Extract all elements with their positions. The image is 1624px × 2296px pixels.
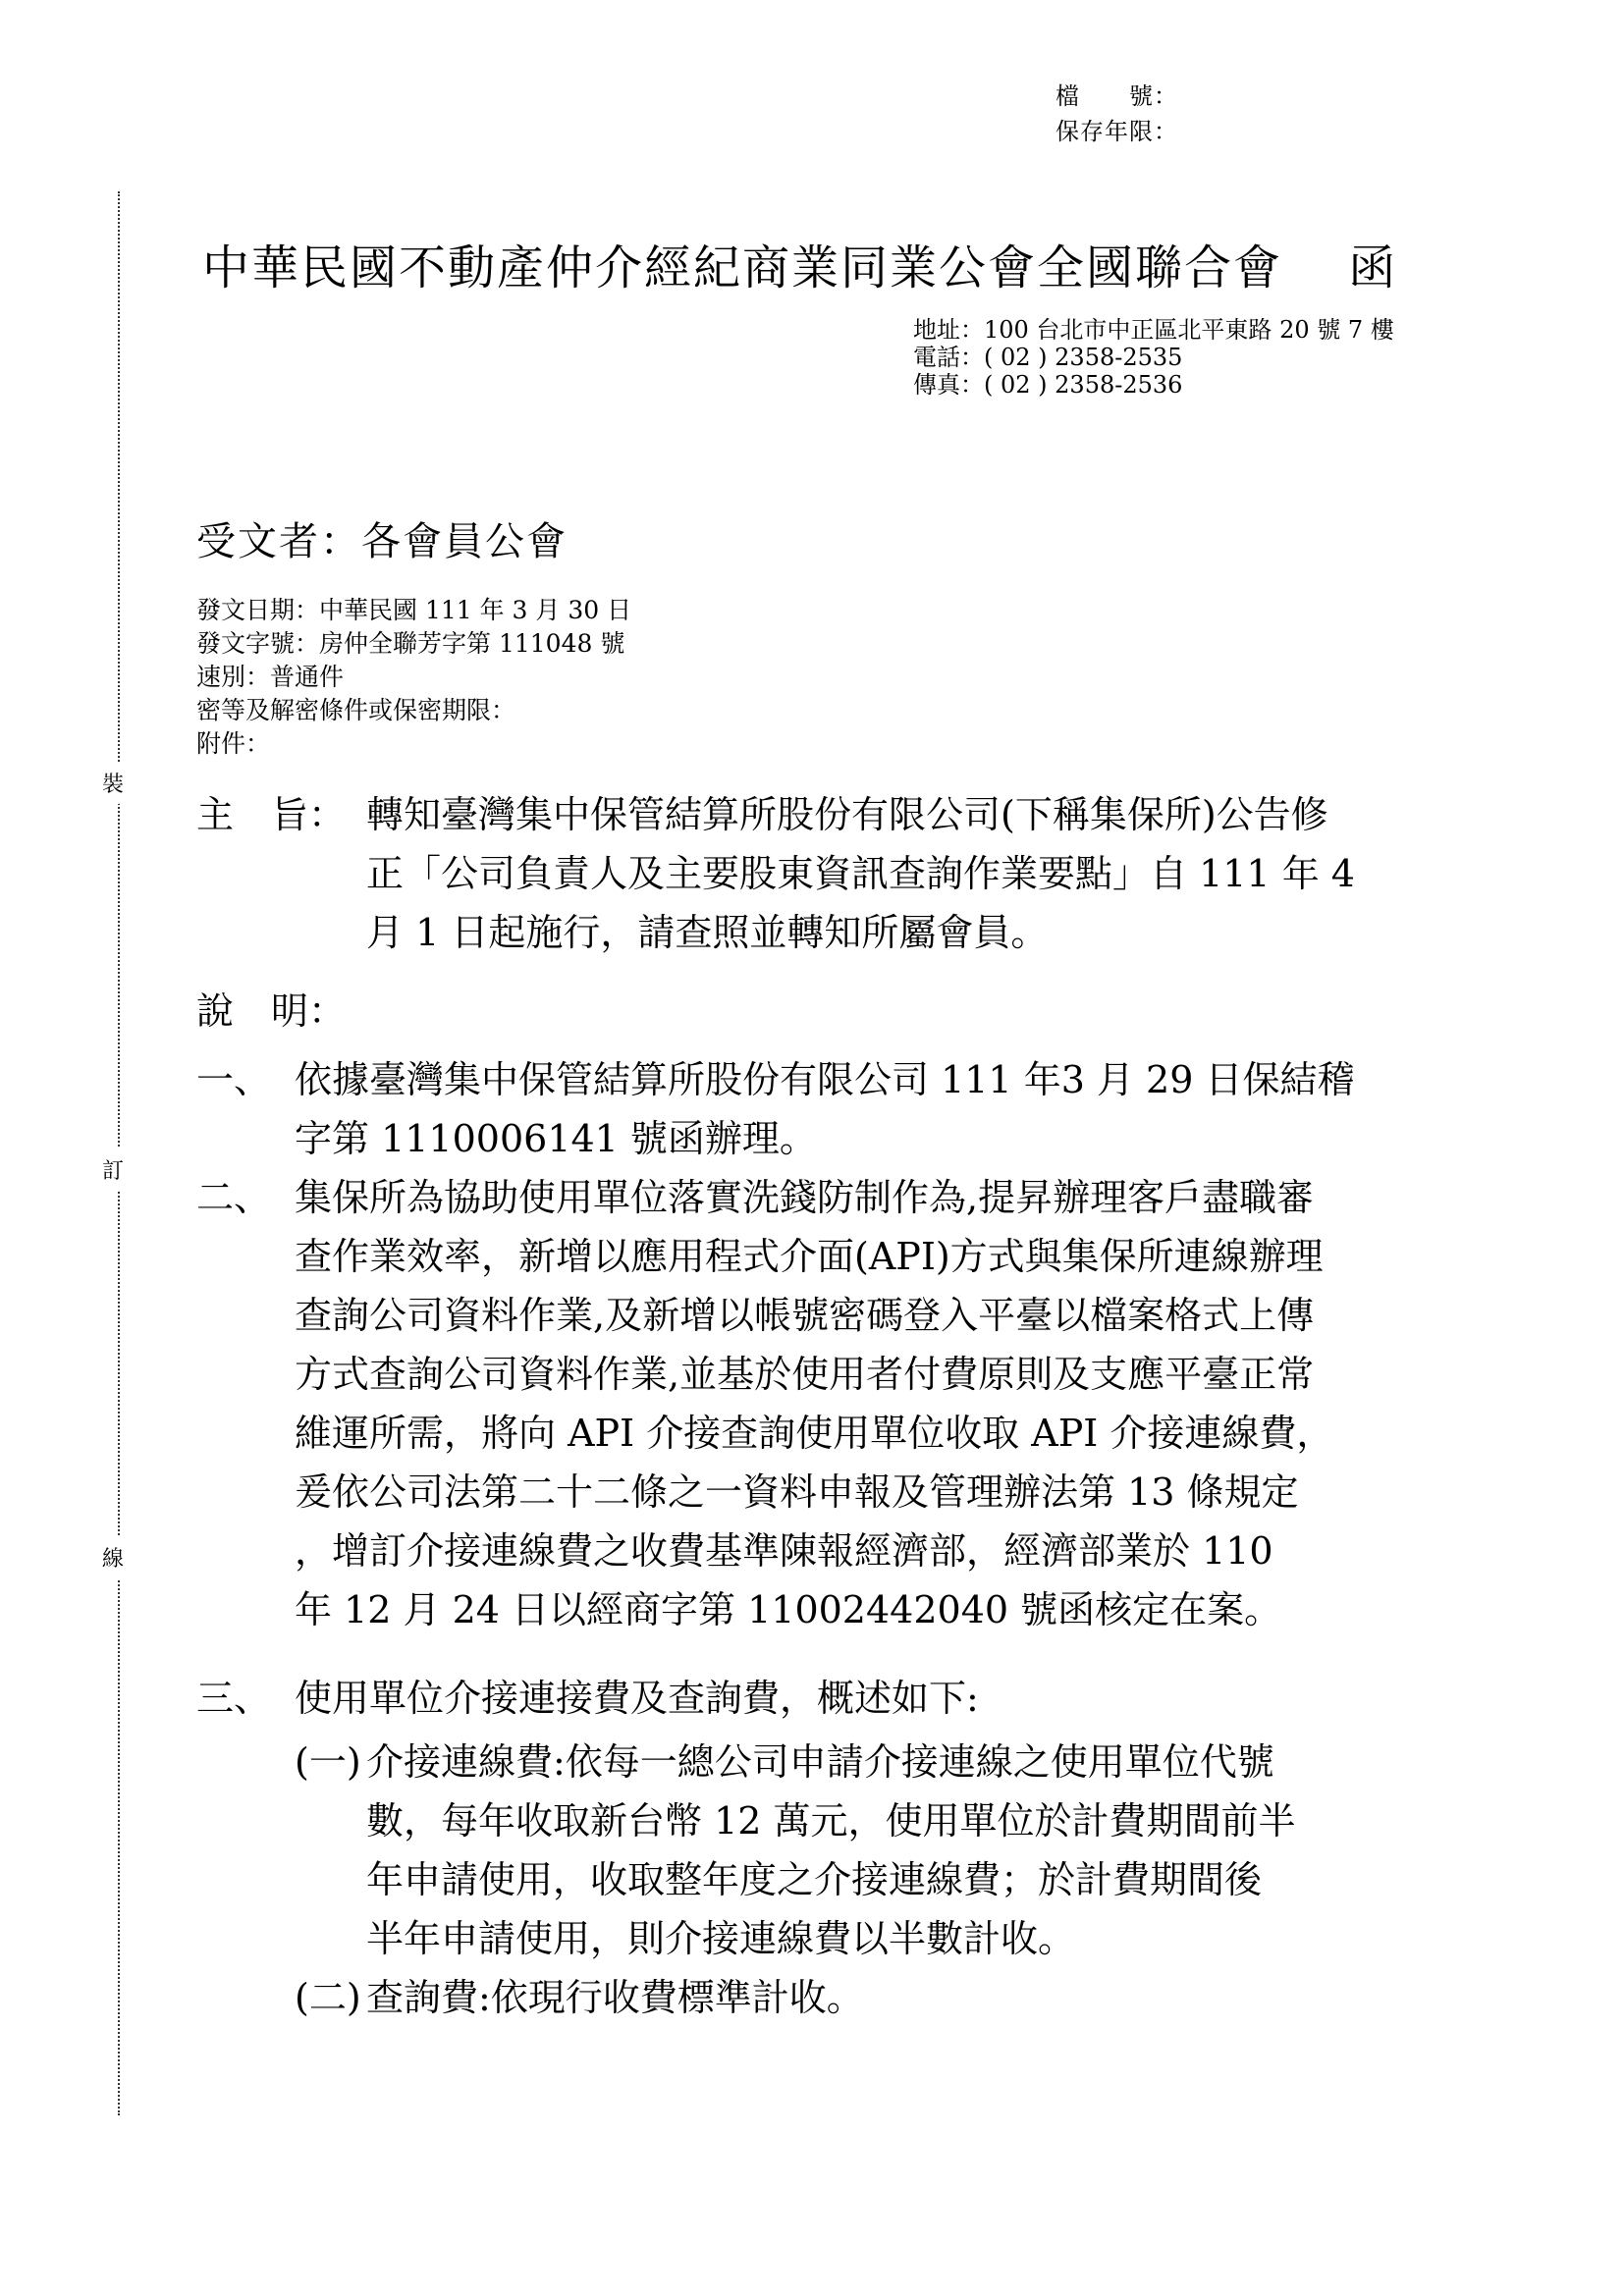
fax: 傳真：( 02 ) 2358-2536 (913, 371, 1183, 399)
subitem-line: 半年申請使用，則介接連線費以半數計收。 (366, 1917, 1076, 1960)
recipient: 受文者：各會員公會 (196, 519, 568, 564)
item-line: 查作業效率，新增以應用程式介面(API)方式與集保所連線辦理 (295, 1235, 1324, 1278)
subject-label: 主 旨： (196, 793, 347, 836)
subitem-line: 介接連線費:依每一總公司申請介接連線之使用單位代號 (366, 1740, 1274, 1784)
subitem-text (366, 1968, 864, 2027)
item-line: 查詢公司資料作業,及新增以帳號密碼登入平臺以檔案格式上傳 (295, 1294, 1315, 1337)
item-number: 二、 (196, 1176, 272, 1219)
item-line: ，增訂介接連線費之收費基準陳報經濟部，經濟部業於 110 (295, 1529, 1273, 1573)
item-line: 年 12 月 24 日以經商字第 11002442040 號函核定在案。 (295, 1588, 1282, 1631)
file-info (1056, 79, 1178, 149)
subitem-line: 年申請使用，收取整年度之介接連線費；於計費期間後 (366, 1858, 1263, 1901)
item-line: 爰依公司法第二十二條之一資料申報及管理辦法第 13 條規定 (295, 1470, 1299, 1514)
document-title: 中華民國不動產仲介經紀商業同業公會全國聯合會 函 (202, 240, 1398, 295)
item-line: 使用單位介接連接費及查詢費，概述如下: (295, 1677, 979, 1720)
item-line: 依據臺灣集中保管結算所股份有限公司 111 年3 月 29 日保結稽 (295, 1058, 1355, 1101)
binding-mark-zhuang: 裝 (102, 762, 124, 804)
subitem-line: 查詢費:依現行收費標準計收。 (366, 1976, 864, 2019)
item-line: 維運所需，將向 API 介接查詢使用單位收取 API 介接連線費， (295, 1412, 1334, 1455)
subject-line: 正「公司負責人及主要股東資訊查詢作業要點」自 111 年 4 (366, 852, 1355, 895)
issue-date: 發文日期：中華民國 111 年 3 月 30 日 (196, 596, 632, 624)
retention-label: 保存年限： (1056, 118, 1178, 145)
item-text (295, 1669, 979, 1728)
subitem-number: (二) (295, 1976, 361, 2019)
subitem-text (366, 1733, 1296, 1968)
item-number: 三、 (196, 1677, 272, 1720)
subject-line: 轉知臺灣集中保管結算所股份有限公司(下稱集保所)公告修 (366, 793, 1328, 836)
contact-block (913, 316, 1394, 399)
file-number-label: 檔 號： (1056, 82, 1178, 110)
binding-mark-xian: 線 (102, 1536, 124, 1578)
subitem-number: (一) (295, 1740, 361, 1784)
binding-mark-ding: 訂 (102, 1148, 124, 1191)
item-line: 方式查詢公司資料作業,並基於使用者付費原則及支應平臺正常 (295, 1353, 1315, 1396)
address: 地址：100 台北市中正區北平東路 20 號 7 樓 (913, 316, 1394, 344)
speed-category: 速別：普通件 (196, 663, 345, 691)
item-text (295, 1050, 1354, 1168)
document-number: 發文字號：房仲全聯芳字第 111048 號 (196, 629, 625, 658)
phone: 電話：( 02 ) 2358-2535 (913, 344, 1183, 371)
item-line: 集保所為協助使用單位落實洗錢防制作為,提昇辦理客戶盡職審 (295, 1176, 1315, 1219)
item-text (295, 1168, 1333, 1639)
item-number: 一、 (196, 1058, 272, 1101)
subject-text (366, 785, 1355, 962)
subject-line: 月 1 日起施行，請查照並轉知所屬會員。 (366, 911, 1049, 954)
subitem-line: 數，每年收取新台幣 12 萬元，使用單位於計費期間前半 (366, 1799, 1296, 1842)
attachment: 附件： (196, 729, 271, 758)
explanation-label: 說 明： (196, 989, 347, 1033)
secrecy-level: 密等及解密條件或保密期限： (196, 696, 516, 724)
meta-block (196, 594, 631, 761)
item-line: 字第 1110006141 號函辦理。 (295, 1117, 817, 1160)
